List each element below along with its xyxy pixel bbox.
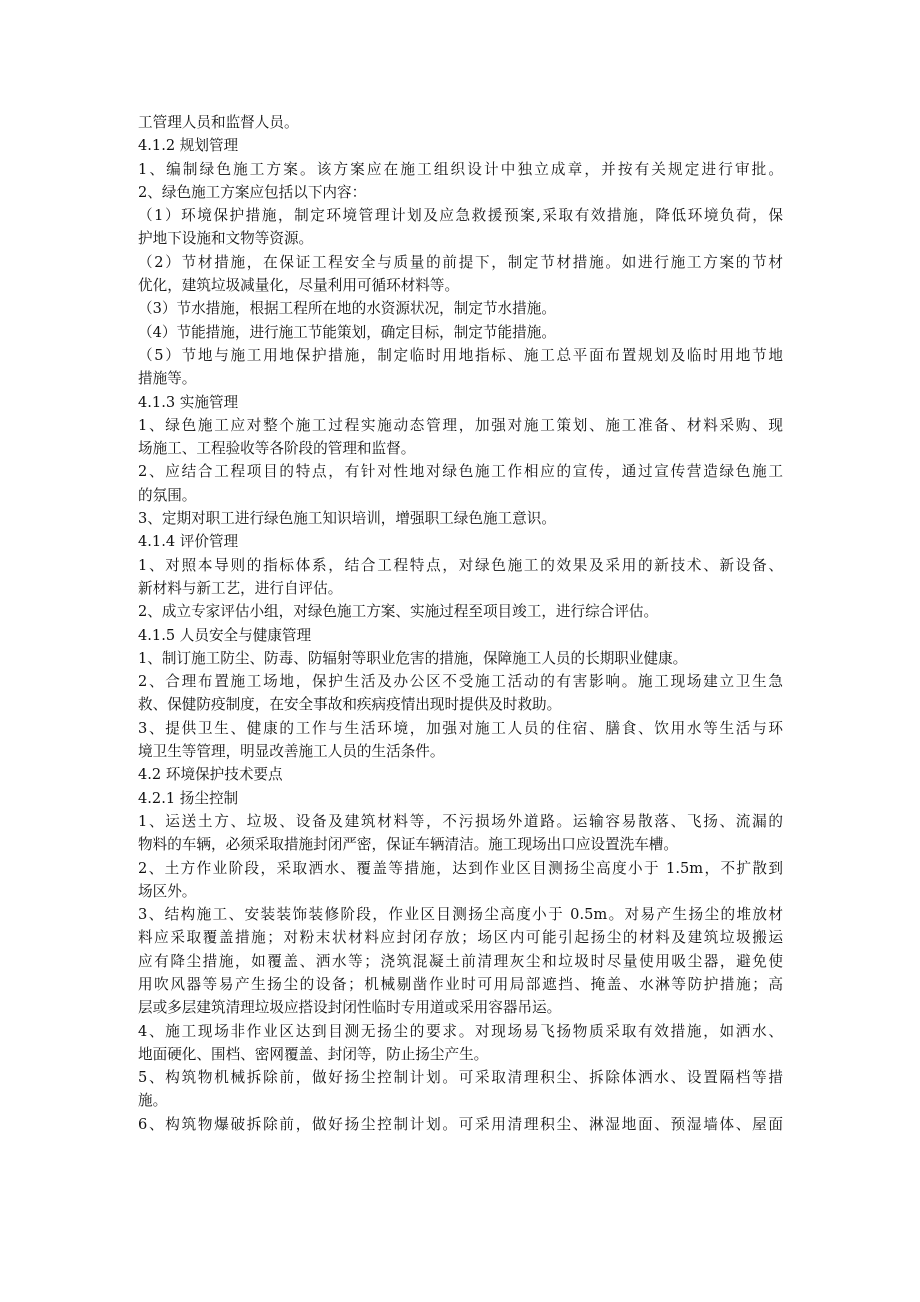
text-line: 1、绿色施工应对整个施工过程实施动态管理，加强对施工策划、施工准备、材料采购、现	[138, 416, 783, 434]
text-line: 用吹风器等易产生扬尘的设备；机械剔凿作业时可用局部遮挡、掩盖、水淋等防护措施；高	[138, 975, 783, 993]
text-line: 层或多层建筑清理垃圾应搭设封闭性临时专用道或采用容器吊运。	[138, 999, 562, 1017]
text-line: 应有降尘措施，如覆盖、洒水等；浇筑混凝土前清理灰尘和垃圾时尽量使用吸尘器，避免使	[138, 952, 783, 970]
text-line: （2）节材措施，在保证工程安全与质量的前提下，制定节材措施。如进行施工方案的节材	[138, 253, 783, 271]
text-line: 的氛围。	[138, 486, 197, 504]
text-line: 境卫生等管理，明显改善施工人员的生活条件。	[138, 743, 445, 761]
section-heading: 4.2.1 扬尘控制	[138, 789, 239, 807]
section-heading: 4.1.5 人员安全与健康管理	[138, 626, 312, 644]
text-line: 5、构筑物机械拆除前，做好扬尘控制计划。可采取清理积尘、拆除体洒水、设置隔档等措	[138, 1069, 783, 1087]
text-line: 1、制订施工防尘、防毒、防辐射等职业危害的措施，保障施工人员的长期职业健康。	[138, 649, 688, 667]
text-line: 地面硬化、围档、密网覆盖、封闭等，防止扬尘产生。	[138, 1045, 489, 1063]
text-line: 2、成立专家评估小组，对绿色施工方案、实施过程至项目竣工，进行综合评估。	[138, 603, 659, 621]
section-heading: 4.1.3 实施管理	[138, 393, 239, 411]
text-line: 1、运送土方、垃圾、设备及建筑材料等，不污损场外道路。运输容易散落、飞扬、流漏的	[138, 812, 783, 830]
text-line: （1）环境保护措施，制定环境管理计划及应急救援预案,采取有效措施，降低环境负荷，保	[138, 207, 783, 225]
text-line: 施。	[138, 1092, 168, 1110]
text-line: 3、提供卫生、健康的工作与生活环境，加强对施工人员的住宿、膳食、饮用水等生活与环	[138, 719, 783, 737]
text-line: 6、构筑物爆破拆除前，做好扬尘控制计划。可采用清理积尘、淋湿地面、预湿墙体、屋面	[138, 1115, 783, 1133]
text-line: 工管理人员和监督人员。	[138, 114, 299, 131]
text-line: 2、土方作业阶段，采取洒水、覆盖等措施，达到作业区目测扬尘高度小于 1.5m，不扩散到	[138, 859, 783, 877]
text-line: （3）节水措施，根据工程所在地的水资源状况，制定节水措施。	[138, 300, 556, 318]
text-line: 2、合理布置施工场地，保护生活及办公区不受施工活动的有害影响。施工现场建立卫生急	[138, 673, 783, 691]
section-heading: 4.1.4 评价管理	[138, 533, 239, 551]
text-line: （4）节能措施，进行施工节能策划，确定目标，制定节能措施。	[138, 323, 556, 341]
text-line: 2、应结合工程项目的特点，有针对性地对绿色施工作相应的宣传，通过宣传营造绿色施工	[138, 463, 783, 481]
section-heading: 4.1.2 规划管理	[138, 137, 239, 155]
text-line: 料应采取覆盖措施；对粉末状材料应封闭存放；场区内可能引起扬尘的材料及建筑垃圾搬运	[138, 929, 783, 947]
text-line: 1、对照本导则的指标体系，结合工程特点，对绿色施工的效果及采用的新技术、新设备、	[138, 556, 783, 574]
text-line: 救、保健防疫制度，在安全事故和疾病疫情出现时提供及时救助。	[138, 696, 562, 714]
text-line: 物料的车辆，必须采取措施封闭严密，保证车辆清洁。施工现场出口应设置洗车槽。	[138, 836, 678, 854]
text-line: （5）节地与施工用地保护措施，制定临时用地指标、施工总平面布置规划及临时用地节地	[138, 346, 783, 364]
text-line: 优化，建筑垃圾减量化，尽量利用可循环材料等。	[138, 277, 460, 295]
text-line: 3、结构施工、安装装饰装修阶段，作业区目测扬尘高度小于 0.5m。对易产生扬尘的堆放材	[138, 906, 783, 924]
text-line: 措施等。	[138, 370, 197, 388]
text-line: 护地下设施和文物等资源。	[138, 230, 314, 248]
text-line: 场施工、工程验收等各阶段的管理和监督。	[138, 440, 416, 458]
text-line: 场区外。	[138, 882, 197, 900]
text-line: 2、绿色施工方案应包括以下内容：	[138, 183, 367, 201]
text-line: 新材料与新工艺，进行自评估。	[138, 579, 343, 597]
section-heading: 4.2 环境保护技术要点	[138, 766, 283, 784]
text-line: 1、编制绿色施工方案。该方案应在施工组织设计中独立成章，并按有关规定进行审批。	[138, 160, 783, 178]
text-line: 4、施工现场非作业区达到目测无扬尘的要求。对现场易飞扬物质采取有效措施，如洒水、	[138, 1022, 783, 1040]
document-body	[138, 111, 783, 1136]
text-line: 3、定期对职工进行绿色施工知识培训，增强职工绿色施工意识。	[138, 510, 556, 528]
